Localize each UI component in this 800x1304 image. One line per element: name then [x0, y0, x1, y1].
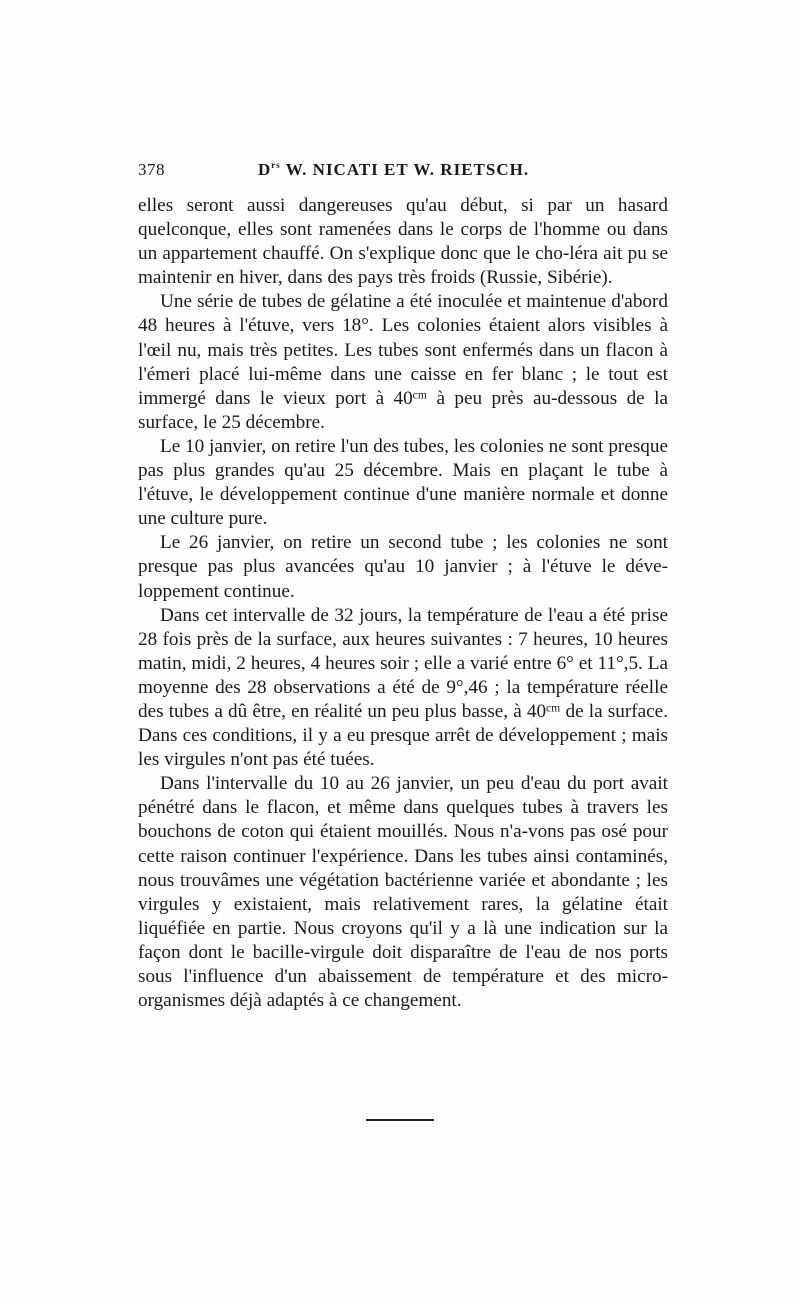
- paragraph-4: Le 26 janvier, on retire un second tube ; les colonies ne sont presque pas plus avancées qu'au 10 janvier ; à l'étuve le déve-loppement continue.: [138, 532, 668, 602]
- body-text: [138, 194, 668, 1013]
- header-authors: [258, 160, 529, 180]
- header-author-names: W. NICATI ET W. RIETSCH.: [280, 160, 530, 179]
- paragraph-6: Dans l'intervalle du 10 au 26 janvier, un peu d'eau du port avait pénétré dans le flacon, et même dans quelques tubes à travers les bouchons de coton qui étaient mouillés. Nous n'a-vons pas osé pour cette raison continuer l'expérience. Dans les tubes ainsi contaminés, nous trouvâmes une végétation bactérienne variée et abondante ; les virgules y existaient, mais relativement rares, la gélatine était liquéfiée en partie. Nous croyons qu'il y a là une indication sur la façon dont le bacille-virgule doit disparaître de l'eau de nos ports sous l'influence d'un abaissement de température et des micro-organismes déjà adaptés à ce changement.: [138, 773, 668, 1012]
- paragraph-3: Le 10 janvier, on retire l'un des tubes, les colonies ne sont presque pas plus grandes qu'au 25 décembre. Mais en plaçant le tube à l'étuve, le développement continue d'une manière normale et donne une culture pure.: [138, 435, 668, 530]
- running-head: [138, 160, 668, 188]
- paragraph-1: elles seront aussi dangereuses qu'au début, si par un hasard quelconque, elles sont ramenées dans le corps de l'homme ou dans un appartement chauffé. On s'explique donc que le cho-léra ait pu se maintenir en hiver, dans des pays très froids (Russie, Sibérie).: [138, 195, 668, 289]
- section-end-rule: [366, 1119, 434, 1121]
- paragraph-2: Une série de tubes de gélatine a été inoculée et maintenue d'abord 48 heures à l'étuve, vers 18°. Les colonies étaient alors visibles à l'œil nu, mais très petites. Les tubes sont enfermés dans un flacon à l'émeri placé lui-même dans une caisse en fer blanc ; le tout est immergé dans le vieux port à 40ᶜᵐ à peu près au-dessous de la surface, le 25 décembre.: [138, 291, 668, 433]
- page-number: 378: [138, 160, 165, 179]
- header-prefix: D: [258, 160, 272, 179]
- header-prefix-superscript: rs: [271, 160, 281, 170]
- paragraph-5: Dans cet intervalle de 32 jours, la température de l'eau a été prise 28 fois près de la surface, aux heures suivantes : 7 heures, 10 heures matin, midi, 2 heures, 4 heures soir ; elle a varié entre 6° et 11°,5. La moyenne des 28 observations a été de 9°,46 ; la température réelle des tubes a dû être, en réalité un peu plus basse, à 40ᶜᵐ de la surface. Dans ces conditions, il y a eu presque arrêt de développement ; mais les virgules n'ont pas été tuées.: [138, 604, 668, 771]
